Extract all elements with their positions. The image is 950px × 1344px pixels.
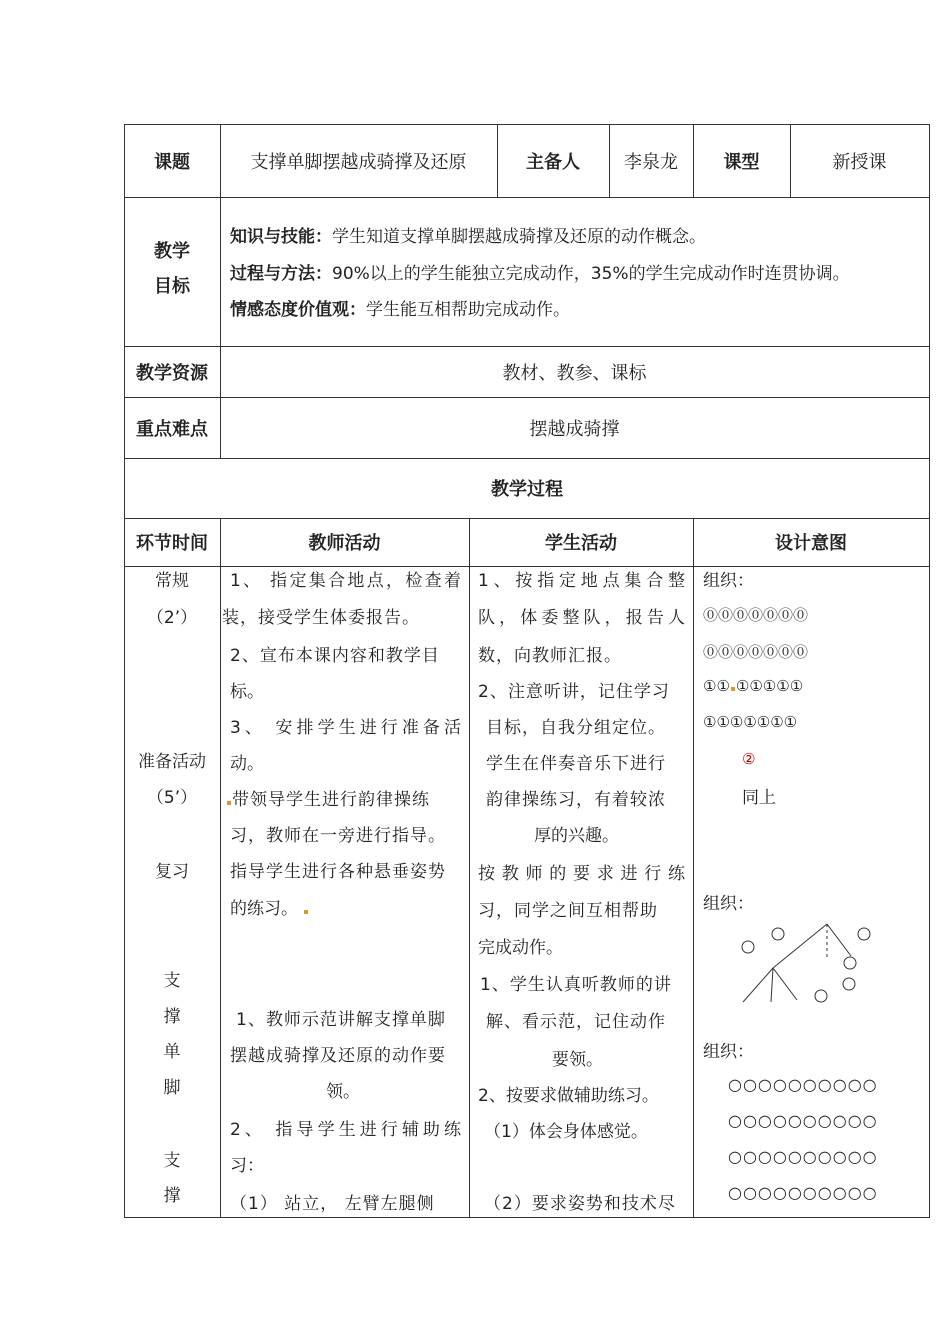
- formation-row: [703, 677, 803, 695]
- student-line: （1）体会身体感觉。: [484, 1122, 648, 1142]
- teacher-line: 2、 指导学生进行辅助练: [230, 1120, 462, 1140]
- teacher-line: 习，教师在一旁进行指导。: [230, 826, 446, 846]
- stage-review: 复习: [155, 862, 189, 882]
- teacher-line: 2、宣布本课内容和教学目: [230, 646, 440, 666]
- edit-mark: [227, 801, 231, 805]
- key-points-label: 重点难点: [136, 418, 208, 440]
- type-value: 新授课: [832, 151, 887, 173]
- goals-label-1: 教学: [154, 241, 190, 262]
- circle-row: ○○○○○○○○○○: [728, 1183, 878, 1202]
- col-header-design: 设计意图: [775, 533, 847, 554]
- student-circle: [858, 928, 870, 940]
- student-line: 队，体委整队，报告人: [478, 608, 686, 628]
- table-border-right: [929, 124, 930, 1218]
- goal-process-text: 90%以上的学生能独立完成动作，35%的学生完成动作时连贯协调。: [332, 264, 850, 284]
- stage-support-char: 撑: [163, 1186, 181, 1206]
- formation-row: ⓪⓪⓪⓪⓪⓪⓪: [703, 606, 809, 624]
- goal-process-label: 过程与方法：: [230, 264, 332, 284]
- student-line: 习，同学之间互相帮助: [478, 901, 658, 921]
- student-line: 学生在伴奏音乐下进行: [486, 754, 666, 774]
- table-rule-v: [693, 518, 694, 1218]
- stage-support-char: 支: [163, 1151, 181, 1171]
- key-points-value: 摆越成骑撑: [529, 418, 620, 440]
- stage-routine-time: （2’）: [146, 608, 198, 628]
- edit-mark: [304, 910, 308, 914]
- student-circle: [742, 941, 754, 953]
- circle-row: ○○○○○○○○○○: [728, 1111, 878, 1130]
- student-line: 解、看示范，记住动作: [486, 1012, 666, 1032]
- teacher-line: 标。: [230, 682, 264, 702]
- formation-segment: ①①①①①: [735, 677, 804, 695]
- stage-warmup-time: （5’）: [146, 788, 198, 808]
- circle-row: ○○○○○○○○○○: [728, 1075, 878, 1094]
- teacher-line: 指导学生进行各种悬垂姿势: [230, 862, 446, 882]
- topic-value: [220, 124, 497, 197]
- goal-knowledge-label: 知识与技能：: [230, 227, 332, 247]
- teacher-line: 领。: [326, 1082, 360, 1102]
- student-circle: [772, 928, 784, 940]
- apparatus-line: [743, 968, 773, 1002]
- student-circle: [844, 957, 856, 969]
- teacher-line: 习：: [230, 1156, 264, 1176]
- student-line: 目标，自我分组定位。: [486, 718, 666, 738]
- teacher-line: 动。: [230, 754, 264, 774]
- table-rule-v: [469, 518, 470, 1218]
- goal-knowledge: [230, 222, 706, 247]
- teacher-line-text: 带领导学生进行韵律操练: [232, 790, 430, 810]
- topic-label: 课题: [154, 151, 190, 173]
- preparer-label: 主备人: [526, 151, 580, 173]
- goals-label-2: 目标: [154, 276, 190, 297]
- student-circle: [843, 978, 855, 990]
- goal-emotion-label: 情感态度价值观：: [230, 300, 366, 320]
- process-title: 教学过程: [491, 479, 563, 500]
- stage-support-char: 支: [163, 971, 181, 991]
- student-line: 要领。: [552, 1050, 603, 1070]
- resources-label: 教学资源: [136, 362, 208, 384]
- topic-value-text: 支撑单脚摆越成骑撑及还原: [250, 151, 467, 173]
- col-header-teacher: 教师活动: [308, 533, 381, 554]
- teacher-line: [230, 891, 309, 927]
- goal-emotion: [230, 295, 570, 320]
- formation-row: ⓪⓪⓪⓪⓪⓪⓪: [703, 643, 809, 661]
- teacher-line: 1、教师示范讲解支撑单脚: [236, 1010, 446, 1030]
- table-rule-v: [220, 518, 221, 1218]
- teacher-line: 摆越成骑撑及还原的动作要: [230, 1046, 446, 1066]
- stage-routine: 常规: [155, 571, 189, 591]
- stage-support-char: 撑: [163, 1007, 181, 1027]
- stage-support-char: 脚: [163, 1078, 181, 1098]
- teacher-line-text: 的练习。: [230, 899, 298, 919]
- student-line: 1、按指定地点集合整: [478, 571, 686, 591]
- teacher-line: 3、 安排学生进行准备活: [230, 718, 462, 738]
- table-rule: [124, 197, 930, 198]
- preparer-value: 李泉龙: [624, 151, 678, 173]
- col-header-student: 学生活动: [545, 533, 617, 554]
- edit-mark: [731, 687, 735, 691]
- student-line: 2、注意听讲，记住学习: [478, 682, 670, 702]
- teacher-line: （1） 站立， 左臂左腿侧: [230, 1194, 435, 1214]
- apparatus-line: [773, 924, 827, 968]
- student-line: 2、按要求做辅助练习。: [478, 1086, 659, 1106]
- formation-row: ①①①①①①①: [703, 713, 798, 731]
- student-line: 完成动作。: [478, 938, 563, 958]
- teacher-line: [226, 782, 430, 818]
- student-line: 韵律操练习，有着较浓: [486, 790, 666, 810]
- design-org-label: 组织：: [703, 1042, 754, 1062]
- student-line: 厚的兴趣。: [534, 826, 619, 846]
- apparatus-line: [827, 924, 851, 956]
- col-header-stage: 环节时间: [136, 533, 208, 554]
- student-line: 1、学生认真听教师的讲: [480, 975, 672, 995]
- apparatus-line: [773, 968, 797, 1000]
- circle-row: ○○○○○○○○○○: [728, 1147, 878, 1166]
- design-same: 同上: [742, 788, 776, 808]
- goal-process: [230, 259, 850, 284]
- formation-segment: ①①: [703, 677, 730, 695]
- apparatus-line: [771, 968, 773, 1002]
- teacher-line: 1、 指定集合地点，检查着: [230, 571, 462, 591]
- student-line: 按教师的要求进行练: [478, 864, 686, 884]
- formation-diagram: [735, 920, 885, 1010]
- design-org-label: 组织：: [703, 894, 754, 914]
- goal-knowledge-text: 学生知道支撑单脚摆越成骑撑及还原的动作概念。: [332, 227, 706, 247]
- student-line: 数，向教师汇报。: [478, 646, 622, 666]
- design-org-label: 组织：: [703, 571, 754, 591]
- resources-value: 教材、教参、课标: [502, 362, 647, 384]
- stage-warmup: 准备活动: [138, 752, 206, 772]
- stage-support-char: 单: [163, 1042, 181, 1062]
- type-label: 课型: [723, 151, 760, 173]
- student-line: （2）要求姿势和技术尽: [484, 1194, 676, 1214]
- goal-emotion-text: 学生能互相帮助完成动作。: [366, 300, 570, 320]
- teacher-line: 装，接受学生体委报告。: [222, 608, 420, 628]
- formation-mark: ②: [742, 750, 756, 768]
- student-circle: [815, 990, 827, 1002]
